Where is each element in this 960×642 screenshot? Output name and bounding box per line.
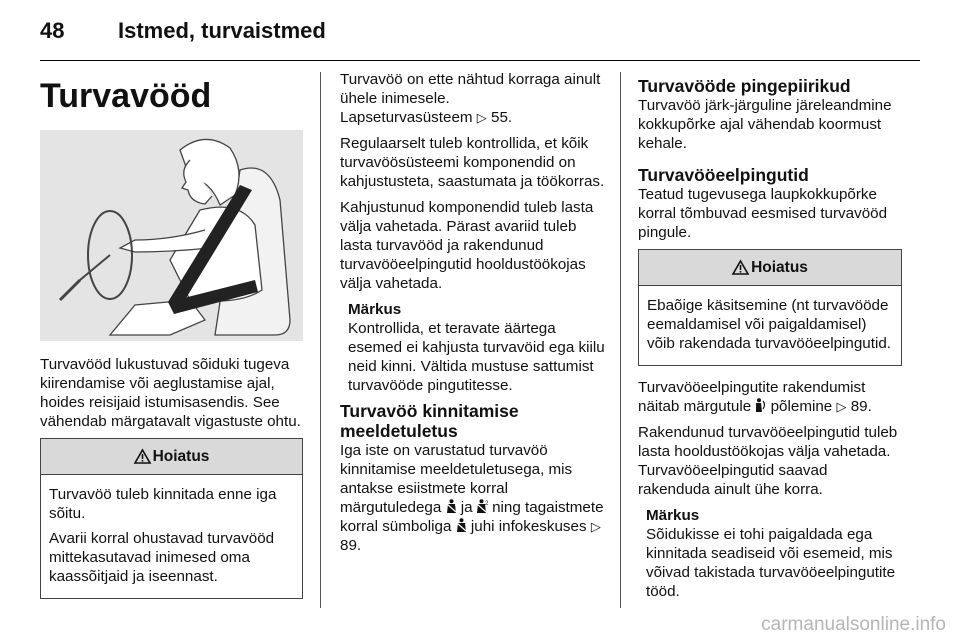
section-heading: Turvavööde pingepiirikud (638, 76, 851, 96)
note-box (340, 300, 605, 395)
seatbelt-illustration (40, 130, 303, 341)
body-text: Regulaarselt tuleb kontrollida, et kõik turvavöösüsteemi komponendid on kahjustusteta, saastumata ja töökorras. (340, 135, 605, 190)
body-text: Teatud tugevusega laupkokkupõrke korral tõmbuvad eesmised turvavööd pingule. (638, 186, 888, 241)
page-ref: 89. (850, 398, 872, 415)
column-right (638, 70, 902, 607)
page-ref-icon: ▷ (836, 399, 847, 414)
column-left (40, 70, 303, 599)
warning-header (639, 250, 901, 286)
body-text: põlemine (770, 398, 833, 415)
warning-text: Turvavöö tuleb kinnitada enne iga sõitu. (49, 486, 277, 522)
note-text: Sõidukisse ei tohi paigaldada ega kinnitada seadiseid või esemeid, mis võivad takistada turvavööeelpingutite tööd. (646, 526, 896, 600)
warning-triangle-icon (134, 449, 151, 464)
warning-triangle-icon (732, 260, 749, 275)
column-divider (320, 72, 321, 608)
body-text: ja (460, 499, 473, 516)
seated-driver-figure (40, 130, 303, 341)
intro-text: Turvavööd lukustuvad sõiduki tugeva kiirendamise või aeglustamise ajal, hoides reisijaid istumisasendis. See vähendab märgatavalt vigastuste ohtu. (40, 356, 301, 430)
body-text: Turvavöö on ette nähtud korraga ainult ühele inimesele. (340, 71, 601, 107)
page-number: 48 (40, 18, 65, 43)
airbag-warning-icon (755, 398, 766, 413)
section-heading: Turvavööeelpingutid (638, 165, 809, 185)
note-box (638, 506, 902, 601)
header-rule (40, 60, 920, 61)
warning-box (40, 438, 303, 599)
note-title: Märkus (646, 507, 700, 524)
section-heading: Turvavöö kinnitamise meeldetuletus (340, 401, 519, 441)
body-text: Turvavöö järk-järguline järeleandmine kokkupõrke ajal vähendab koormust kehale. (638, 97, 892, 152)
body-text: ning tagaistmete korral sümboliga (340, 499, 604, 535)
page-ref: 89. (340, 537, 362, 554)
warning-text: Ebaõige käsitsemine (nt turvavööde eemaldamisel või paigaldamisel) võib rakendada turvavööeelpingutid. (647, 297, 892, 352)
cross-reference-line (340, 108, 605, 127)
indicator-text (638, 378, 902, 416)
section-title: Turvavööd (40, 77, 212, 115)
warning-box (638, 249, 902, 366)
reminder-text (340, 441, 605, 555)
body-text: Turvavööeelpingutite rakendumist näitab märgutule (638, 379, 866, 415)
body-text: Lapseturvasüsteem (340, 109, 473, 126)
page-ref: 55. (491, 109, 513, 126)
warning-text: Avarii korral ohustavad turvavööd mittekasutavad inimesed oma kaassõitjaid ja iseennast. (49, 530, 275, 585)
svg-text:2: 2 (484, 501, 489, 507)
note-title: Märkus (348, 301, 402, 318)
warning-label: Hoiatus (152, 447, 210, 465)
seatbelt-reminder-passenger-icon (477, 499, 488, 514)
note-text: Kontrollida, et teravate äärtega esemed ei kahjusta turvavöid ega kiilu neid kinni. Vältida mustuse sattumist turvavööde pingutitesse. (348, 320, 605, 394)
seatbelt-reminder-icon (456, 518, 467, 533)
body-text: Iga iste on varustatud turvavöö kinnitamise meeldetuletusega, mis antakse esiistmete korral märgutuledega (340, 442, 573, 516)
seatbelt-reminder-icon (446, 499, 457, 514)
body-text: Kahjustunud komponendid tuleb lasta välja vahetada. Pärast avariid tuleb lasta turvavööd ja rakendunud turvavööeelpingutid hooldustöökojas välja vahetada. (340, 199, 594, 292)
page-ref-icon: ▷ (476, 110, 487, 125)
watermark: carmanualsonline.info (761, 614, 946, 635)
body-text: Rakendunud turvavööeelpingutid tuleb lasta hooldustöökojas välja vahetada. Turvavööeelpingutid saavad rakenduda ainult ühe korra. (638, 424, 898, 498)
column-middle (340, 70, 605, 562)
chapter-title: Istmed, turvaistmed (118, 18, 326, 43)
page-header (40, 18, 920, 52)
body-text: juhi infokeskuses (470, 518, 587, 535)
page-ref-icon: ▷ (590, 519, 601, 534)
warning-label: Hoiatus (751, 258, 808, 276)
column-divider (620, 72, 621, 608)
warning-header (41, 439, 302, 475)
